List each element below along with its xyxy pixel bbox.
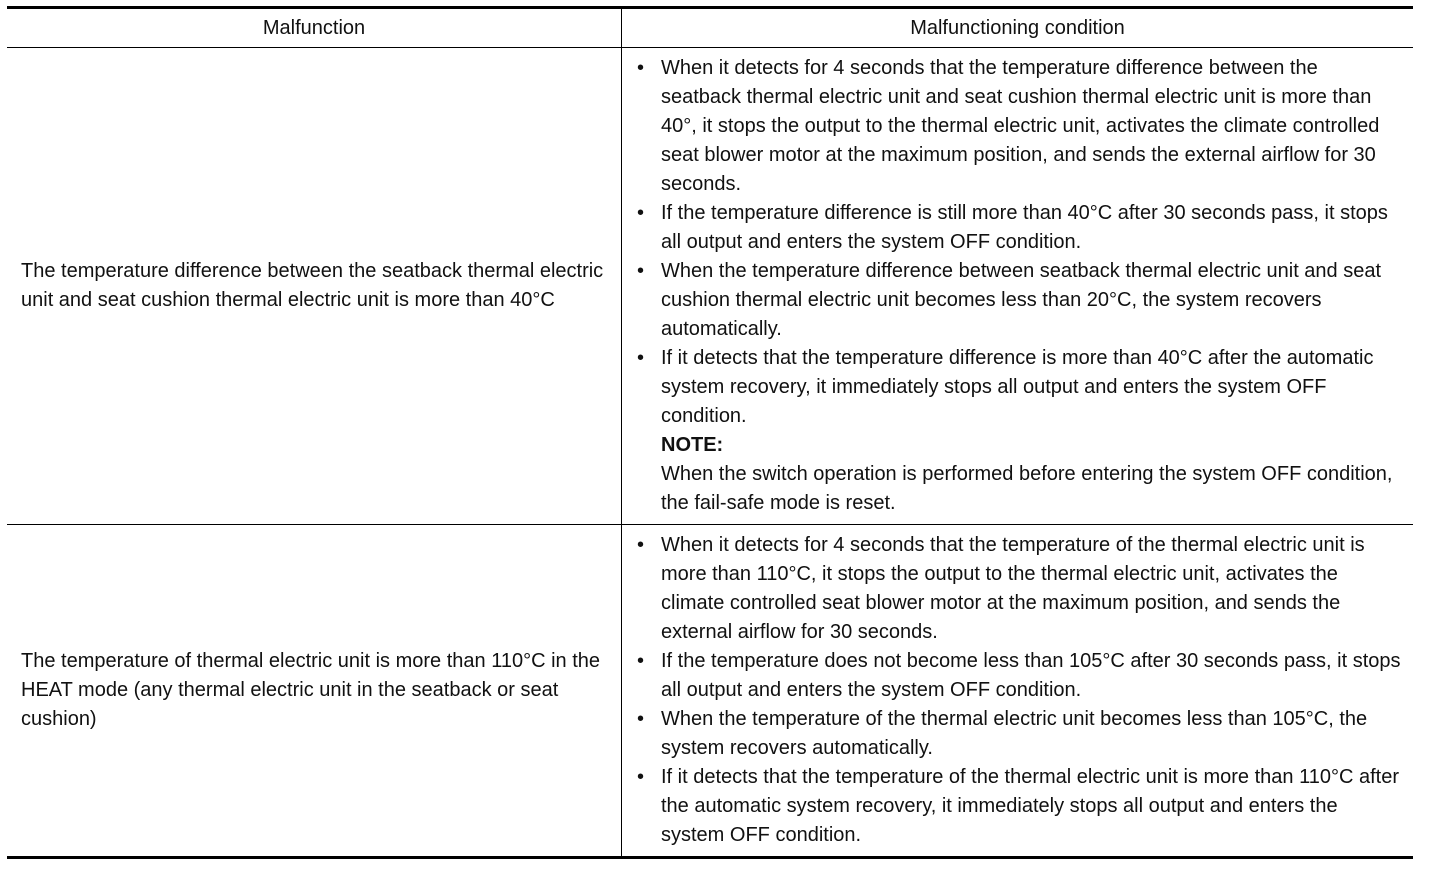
- table-header-row: [7, 8, 1413, 48]
- condition-text: When the temperature difference between seatback thermal electric unit and seat cushion thermal electric unit becomes less than 20°C, the system recovers automatically.: [661, 260, 1382, 340]
- header-malfunction: Malfunction: [7, 8, 622, 48]
- condition-item: [636, 257, 1401, 344]
- bullet-icon: •: [637, 202, 645, 224]
- note-label: NOTE:: [661, 434, 724, 456]
- note-text: When the switch operation is performed before entering the system OFF condition, the fail-safe mode is reset.: [661, 463, 1393, 514]
- condition-item: [636, 763, 1401, 850]
- condition-text: If the temperature difference is still more than 40°C after 30 seconds pass, it stops all output and enters the system OFF condition.: [661, 202, 1388, 253]
- bullet-icon: •: [637, 708, 645, 730]
- malfunction-cell: The temperature of thermal electric unit is more than 110°C in the HEAT mode (any thermal electric unit in the seatback or seat cushion): [7, 525, 622, 858]
- bullet-icon: •: [637, 260, 645, 282]
- condition-text: If the temperature does not become less than 105°C after 30 seconds pass, it stops all output and enters the system OFF condition.: [661, 650, 1401, 701]
- condition-text: If it detects that the temperature difference is more than 40°C after the automatic system recovery, it immediately stops all output and enters the system OFF condition.: [661, 347, 1374, 427]
- bullet-icon: •: [637, 766, 645, 788]
- fail-safe-table: [7, 6, 1413, 859]
- bullet-icon: •: [637, 534, 645, 556]
- condition-text: When it detects for 4 seconds that the temperature difference between the seatback thermal electric unit and seat cushion thermal electric unit is more than 40°, it stops the output to the thermal electric unit, activates the climate controlled seat blower motor at the maximum position, and sends the external airflow for 30 seconds.: [661, 57, 1380, 195]
- malfunction-cell: The temperature difference between the seatback thermal electric unit and seat cushion thermal electric unit is more than 40°C: [7, 48, 622, 525]
- condition-item: [636, 705, 1401, 763]
- condition-cell: [622, 48, 1414, 525]
- condition-list: [636, 531, 1401, 850]
- condition-cell: [622, 525, 1414, 858]
- bullet-icon: •: [637, 650, 645, 672]
- condition-text: When the temperature of the thermal electric unit becomes less than 105°C, the system recovers automatically.: [661, 708, 1368, 759]
- table-row: [7, 48, 1413, 525]
- condition-item: [636, 531, 1401, 647]
- condition-text: If it detects that the temperature of the thermal electric unit is more than 110°C after the automatic system recovery, it immediately stops all output and enters the system OFF condition.: [661, 766, 1399, 846]
- condition-item: [636, 647, 1401, 705]
- bullet-icon: •: [637, 57, 645, 79]
- condition-text: When it detects for 4 seconds that the temperature of the thermal electric unit is more than 110°C, it stops the output to the thermal electric unit, activates the climate controlled seat blower motor at the maximum position, and sends the external airflow for 30 seconds.: [661, 534, 1365, 643]
- bullet-icon: •: [637, 347, 645, 369]
- condition-item: [636, 344, 1401, 518]
- condition-item: [636, 54, 1401, 199]
- table-row: [7, 525, 1413, 858]
- condition-list: [636, 54, 1401, 518]
- condition-item: [636, 199, 1401, 257]
- header-malfunctioning-condition: Malfunctioning condition: [622, 8, 1414, 48]
